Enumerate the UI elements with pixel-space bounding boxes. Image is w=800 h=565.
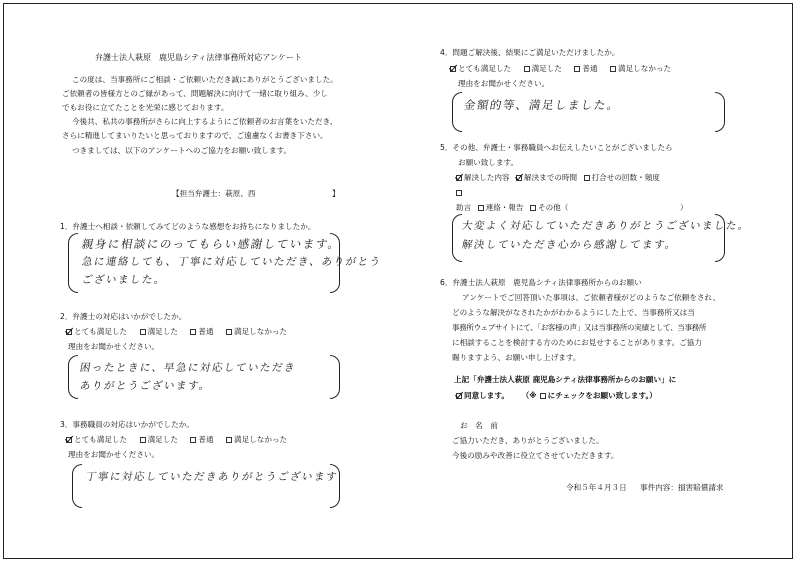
checkbox-icon <box>456 190 462 196</box>
q5-options-2 <box>456 202 572 213</box>
q4-bracket-right <box>715 92 725 132</box>
q2-option-satisfied[interactable]: 満足した <box>140 326 178 337</box>
q6-body-line-3: 事務所ウェブサイトにて、「お客様の声」又は当事務所の実績として、当事務所 <box>452 323 707 332</box>
checkbox-checked-icon <box>456 393 462 399</box>
checkbox-checked-icon <box>516 175 522 181</box>
q3-option-satisfied[interactable]: 満足した <box>140 434 178 445</box>
q2-option-normal[interactable]: 普通 <box>190 326 213 337</box>
q3-option-normal[interactable]: 普通 <box>190 434 213 445</box>
date-text: 令和５年４月３日 <box>566 483 627 492</box>
intro-line-6: つきましては、以下のアンケートへのご協力をお願い致します。 <box>72 146 292 155</box>
q5-option-meetings[interactable]: 打合せの回数・頻度 <box>584 172 660 183</box>
intro-line-5: さらに精進してまいりたいと思っておりますので、ご遠慮なくお書き下さい。 <box>62 131 328 140</box>
intro-line-1: この度は、当事務所にご相談・ご依頼いただき誠にありがとうございました。 <box>72 75 338 84</box>
checkbox-icon <box>530 205 536 211</box>
q5-option-other[interactable]: その他（ <box>530 202 568 213</box>
agree-note-pre: （※ <box>521 391 537 400</box>
case-text: 事件内容：損害賠償請求 <box>640 483 724 492</box>
thanks-line-1: ご協力いただき、ありがとうございました。 <box>452 436 604 445</box>
q1-answer-line-2: 急に連絡しても、丁寧に対応していただき、ありがとう <box>80 256 383 268</box>
q5-options <box>456 172 670 183</box>
q4-option-satisfied[interactable]: 満足した <box>524 63 562 74</box>
checkbox-checked-icon <box>66 329 72 335</box>
checkbox-checked-icon <box>456 175 462 181</box>
q1-answer-line-1: 親身に相談にのってもらい感謝しています。 <box>80 237 343 251</box>
q3-options <box>66 434 297 445</box>
q3-reason-label: 理由をお聞かせください。 <box>68 450 160 459</box>
survey-title: 弁護士法人萩原 鹿児島シティ法律事務所対応アンケート <box>95 53 302 62</box>
q4-question: 4．問題ご解決後、結果にご満足いただけましたか。 <box>440 48 620 57</box>
checkbox-icon <box>190 329 196 335</box>
lawyer-label: 【担当弁護士：萩原、西 <box>172 189 256 198</box>
q2-option-not-satisfied[interactable]: 満足しなかった <box>226 326 287 337</box>
q2-question: 2．弁護士の対応はいかがでしたか。 <box>60 312 187 321</box>
q4-reason-label: 理由をお聞かせください。 <box>458 79 550 88</box>
q3-bracket-left <box>72 464 82 508</box>
q6-body-line-5: 賜りますよう、お願い申し上げます。 <box>452 353 581 362</box>
checkbox-icon <box>540 393 546 399</box>
q6-body-line-1: アンケートでご回答頂いた事項は、ご依頼者様がどのようなご依頼をされ、 <box>462 293 721 302</box>
q4-option-normal[interactable]: 普通 <box>574 63 597 74</box>
q5-question-line-2: お願い致します。 <box>458 158 519 167</box>
q4-options <box>450 63 681 74</box>
checkbox-icon <box>574 66 580 72</box>
q2-bracket-left <box>68 355 78 399</box>
checkbox-icon <box>610 66 616 72</box>
q4-option-not-satisfied[interactable]: 満足しなかった <box>610 63 671 74</box>
agree-checkbox[interactable] <box>456 391 464 400</box>
q1-answer-line-3: ございました。 <box>80 274 167 286</box>
q6-body-line-2: どのような解決がなされたかがわかるようにした上で、当事務所又は当 <box>452 308 695 317</box>
intro-line-3: でもお役に立てたことを光栄に感じております。 <box>62 103 229 112</box>
intro-line-4: 今後共、私共の事務所がさらに向上するようにご依頼者のお言葉をいただき、 <box>72 117 338 126</box>
q3-answer-line-1: 丁寧に対応していただきありがとうございます <box>84 471 339 483</box>
q3-option-not-satisfied[interactable]: 満足しなかった <box>226 434 287 445</box>
checkbox-icon <box>584 175 590 181</box>
q2-option-very-satisfied[interactable]: とても満足した <box>66 326 127 337</box>
q6-agree-row <box>456 390 657 401</box>
q4-answer-line-1: 金額的等、満足しました。 <box>462 98 622 112</box>
q6-heading: 6．弁護士法人萩原 鹿児島シティ法律事務所からのお願い <box>440 278 642 287</box>
q6-body-line-4: に相談することを検討する方のためにお見せすることがあります。ご協力 <box>452 338 702 347</box>
q1-question: 1．弁護士へ相談・依頼してみてどのような感想をお持ちになりましたか。 <box>60 222 316 231</box>
thanks-line-2: 今後の励みや改善に役立てさせていただきます。 <box>452 451 619 460</box>
q1-bracket-left <box>68 233 78 293</box>
q5-answer-line-1: 大変よく対応していただきありがとうございました。 <box>460 220 751 232</box>
q5-bracket-left <box>452 214 462 262</box>
q3-option-very-satisfied[interactable]: とても満足した <box>66 434 127 445</box>
agree-label: 同意します。 <box>464 391 509 400</box>
q5-extra-checkbox[interactable] <box>456 187 464 198</box>
q3-question: 3．事務職員の対応はいかがでしたか。 <box>60 420 194 429</box>
checkbox-icon <box>190 437 196 443</box>
q2-bracket-right <box>330 355 340 399</box>
q5-option-resolution[interactable]: 解決した内容 <box>456 172 510 183</box>
q5-question: 5．その他、弁護士・事務職員へお伝えしたいことがございましたら <box>440 143 673 152</box>
q5-option-contact[interactable]: 連絡・報告 <box>478 202 524 213</box>
checkbox-icon <box>478 205 484 211</box>
q5-other-close: ） <box>680 203 688 212</box>
name-label: お 名 前 <box>460 421 498 430</box>
q5-option-time[interactable]: 解決までの時間 <box>516 172 577 183</box>
checkbox-icon <box>524 66 530 72</box>
checkbox-checked-icon <box>66 437 72 443</box>
q5-answer-line-2: 解決していただき心から感謝してます。 <box>460 239 679 251</box>
checkbox-icon <box>140 329 146 335</box>
q2-options <box>66 326 297 337</box>
q6-consent-line: 上記「弁護士法人萩原 鹿児島シティ法律事務所からのお願い」に <box>454 375 677 384</box>
checkbox-icon <box>226 329 232 335</box>
checkbox-icon <box>140 437 146 443</box>
intro-line-2: ご依頼者の皆様方とのご縁があって、問題解決に向けて一緒に取り組み、少し <box>62 89 329 98</box>
q5-option-advice: 助言 <box>456 203 472 212</box>
lawyer-label-close: 】 <box>332 189 340 198</box>
checkbox-checked-icon <box>450 66 456 72</box>
q2-answer-line-1: 困ったときに、早急に対応していただき <box>78 362 297 374</box>
q4-option-very-satisfied[interactable]: とても満足した <box>450 63 511 74</box>
q2-reason-label: 理由をお聞かせください。 <box>68 342 160 351</box>
q4-bracket-left <box>452 92 462 132</box>
q2-answer-line-2: ありがとうございます。 <box>78 380 213 392</box>
agree-note-post: にチェックをお願い致します。） <box>547 391 657 400</box>
checkbox-icon <box>226 437 232 443</box>
